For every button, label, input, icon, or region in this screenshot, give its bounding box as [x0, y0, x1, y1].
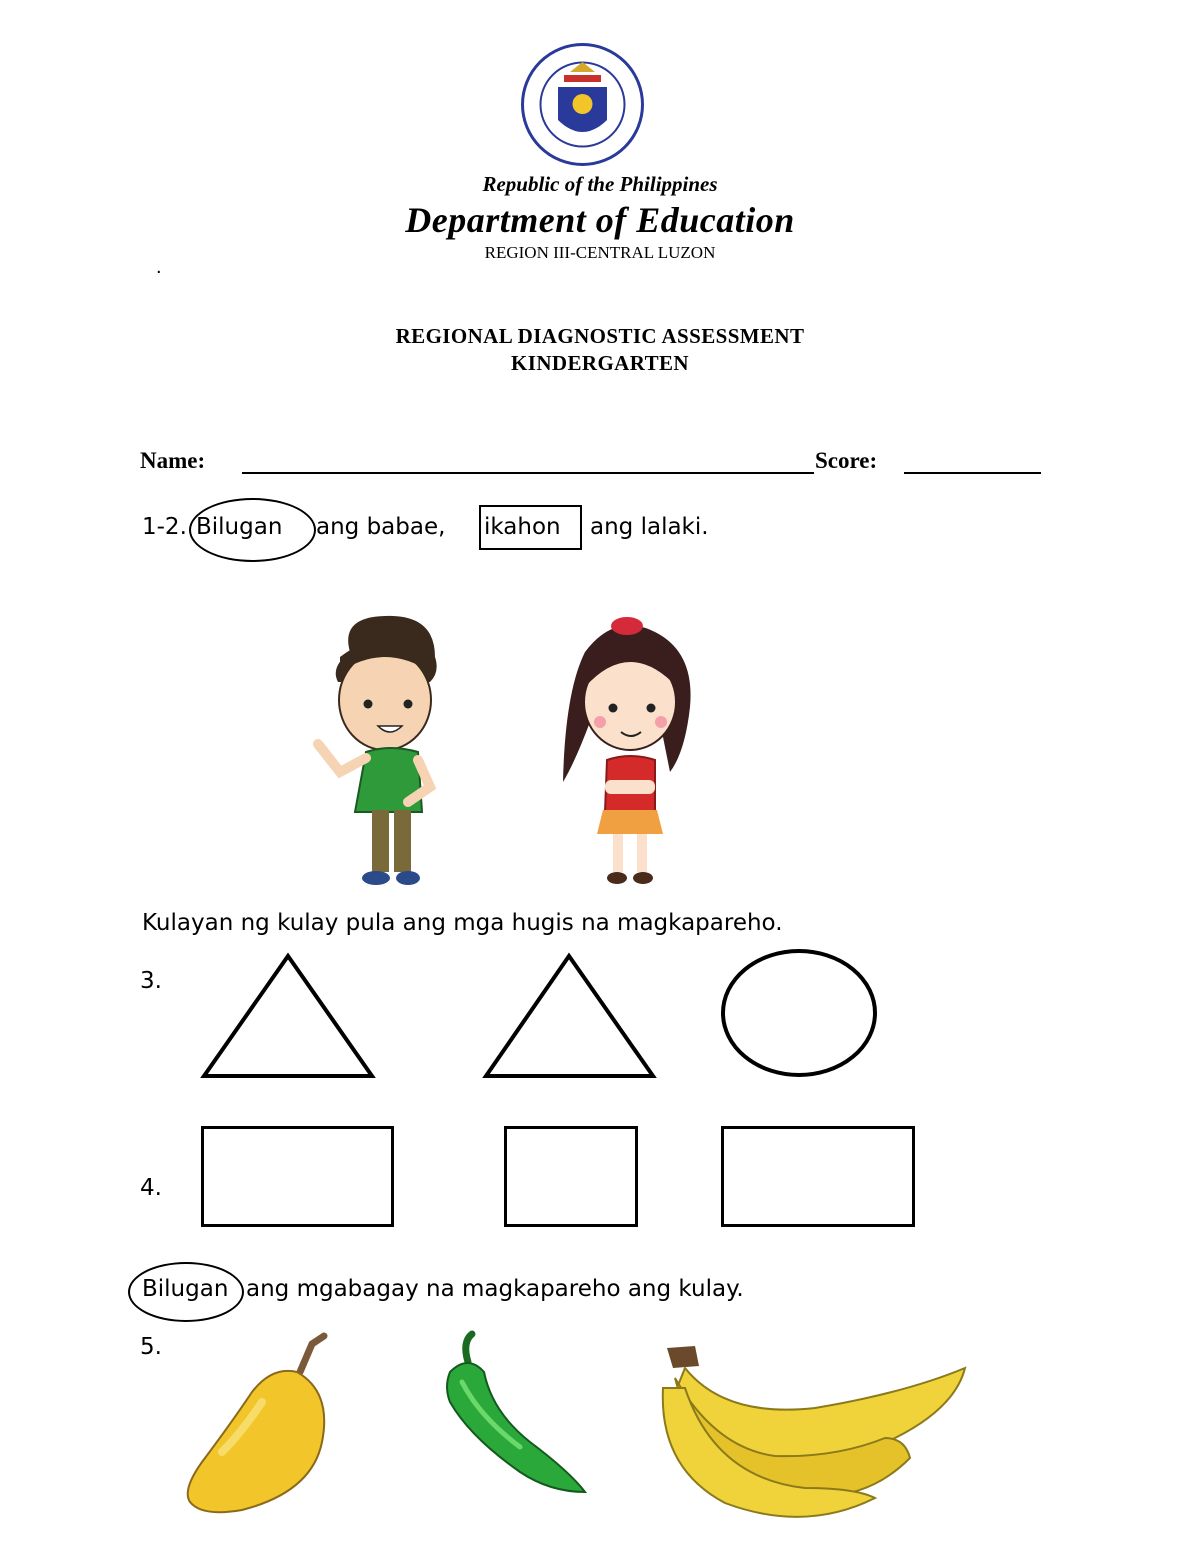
q12-word-ikahon: ikahon	[484, 514, 561, 540]
q12-text-lalaki: ang lalaki.	[590, 514, 709, 540]
shapes-instruction: Kulayan ng kulay pula ang mga hugis na magkapareho.	[142, 910, 783, 936]
score-label: Score:	[815, 448, 878, 473]
colors-instruction: ang mgabagay na magkapareho ang kulay.	[246, 1276, 744, 1302]
score-field[interactable]	[904, 472, 1041, 474]
rectangle-shape-1[interactable]	[201, 1126, 394, 1227]
q12-word-bilugan: Bilugan	[196, 514, 283, 540]
stray-mark: .	[156, 256, 162, 278]
deped-seal	[520, 42, 645, 167]
square-shape[interactable]	[504, 1126, 638, 1227]
department-heading: Department of Education	[405, 200, 795, 240]
grade-level-title: KINDERGARTEN	[511, 351, 689, 375]
banana-illustration[interactable]	[655, 1338, 970, 1520]
q4-number: 4.	[140, 1175, 162, 1201]
triangle-shape-1[interactable]	[200, 952, 380, 1082]
assessment-title: REGIONAL DIAGNOSTIC ASSESSMENT	[395, 324, 805, 348]
boy-illustration[interactable]	[310, 612, 460, 892]
name-field[interactable]	[242, 472, 814, 474]
rectangle-shape-2[interactable]	[721, 1126, 915, 1227]
q5-number: 5.	[140, 1334, 162, 1360]
q3-number: 3.	[140, 968, 162, 994]
q12-number: 1-2.	[142, 514, 187, 540]
colors-instruction-word: Bilugan	[142, 1276, 229, 1302]
region-heading: REGION III-CENTRAL LUZON	[484, 243, 716, 262]
republic-heading: Republic of the Philippines	[482, 172, 718, 196]
mango-illustration[interactable]	[182, 1332, 332, 1517]
circle-shape[interactable]	[720, 948, 880, 1080]
girl-illustration[interactable]	[555, 612, 700, 892]
triangle-shape-2[interactable]	[482, 952, 662, 1082]
pepper-illustration[interactable]	[440, 1332, 590, 1497]
q12-text-babae: ang babae,	[316, 514, 446, 540]
name-label: Name:	[140, 448, 206, 473]
